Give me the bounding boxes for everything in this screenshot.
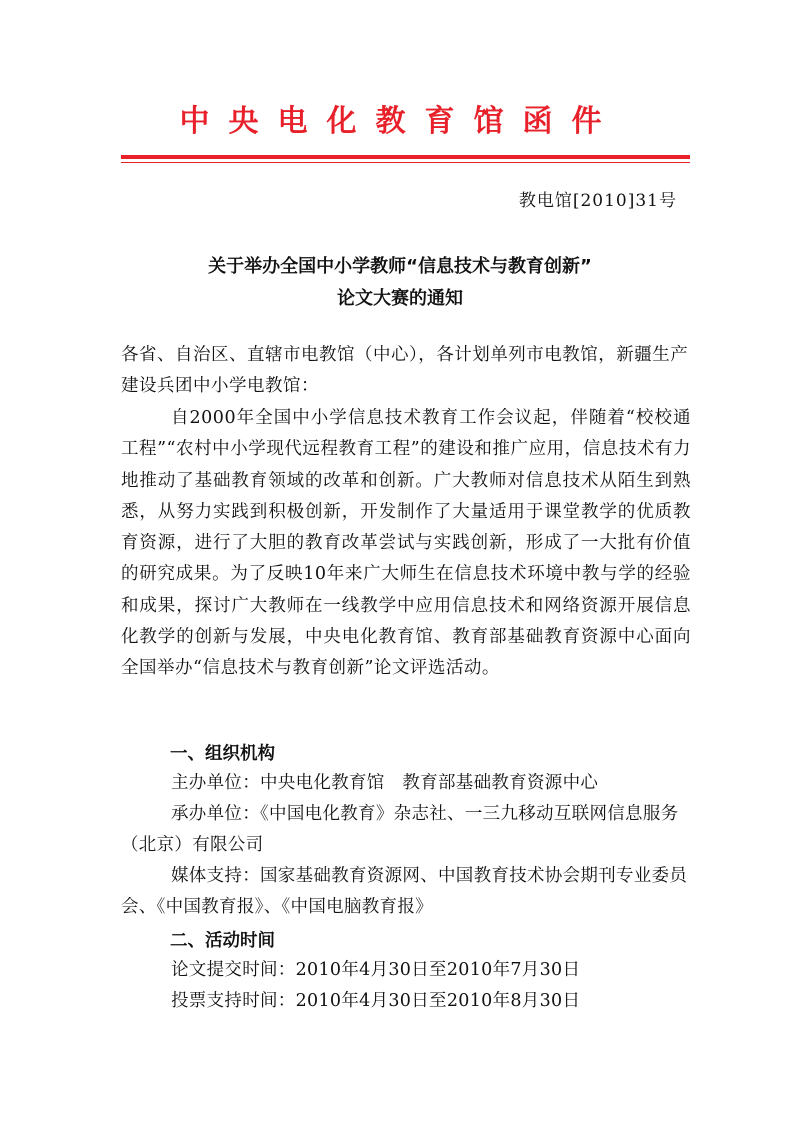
submission-time-line: 论文提交时间：2010年4月30日至2010年7月30日 — [171, 960, 581, 980]
media-support-line: 媒体支持：国家基础教育资源网、中国教育技术协会期刊专业委员会、《中国教育报》、《中国电脑教育报》 — [121, 866, 688, 918]
document-number: 教电馆[2010]31号 — [518, 191, 677, 211]
notice-title-line1: 关于举办全国中小学教师“信息技术与教育创新” — [208, 256, 592, 277]
letterhead-rule-thick — [121, 155, 690, 159]
voting-time-line: 投票支持时间：2010年4月30日至2010年8月30日 — [171, 991, 581, 1011]
organizer-line: 承办单位：《中国电化教育》杂志社、一三九移动互联网信息服务（北京）有限公司 — [121, 804, 679, 856]
notice-title-line2: 论文大赛的通知 — [337, 288, 463, 309]
section-heading-schedule: 二、活动时间 — [170, 931, 275, 951]
letterhead-title: 中央电化教育馆函件 — [179, 104, 621, 139]
letterhead-rule-thin — [121, 162, 690, 163]
sponsor-line: 主办单位：中央电化教育馆 教育部基础教育资源中心 — [171, 773, 599, 793]
intro-paragraph: 自2000年全国中小学信息技术教育工作会议起，伴随着“校校通工程”“农村中小学现代远程教育工程”的建设和推广应用，信息技术有力地推动了基础教育领域的改革和创新。广大教师对信息技术从陌生到熟悉，从努力实践到积极创新，开发制作了大量适用于课堂教学的优质教育资源，进行了大胆的教育改革尝试与实践创新，形成了一大批有价值的研究成果。为了反映10年来广大师生在信息技术环境中教与学的经验和成果，探讨广大教师在一线教学中应用信息技术和网络资源开展信息化教学的创新与发展，中央电化教育馆、教育部基础教育资源中心面向全国举办“信息技术与教育创新”论文评选活动。 — [121, 408, 691, 679]
salutation: 各省、自治区、直辖市电教馆（中心），各计划单列市电教馆，新疆生产建设兵团中小学电教馆： — [121, 345, 689, 397]
section-heading-organization: 一、组织机构 — [170, 744, 275, 764]
